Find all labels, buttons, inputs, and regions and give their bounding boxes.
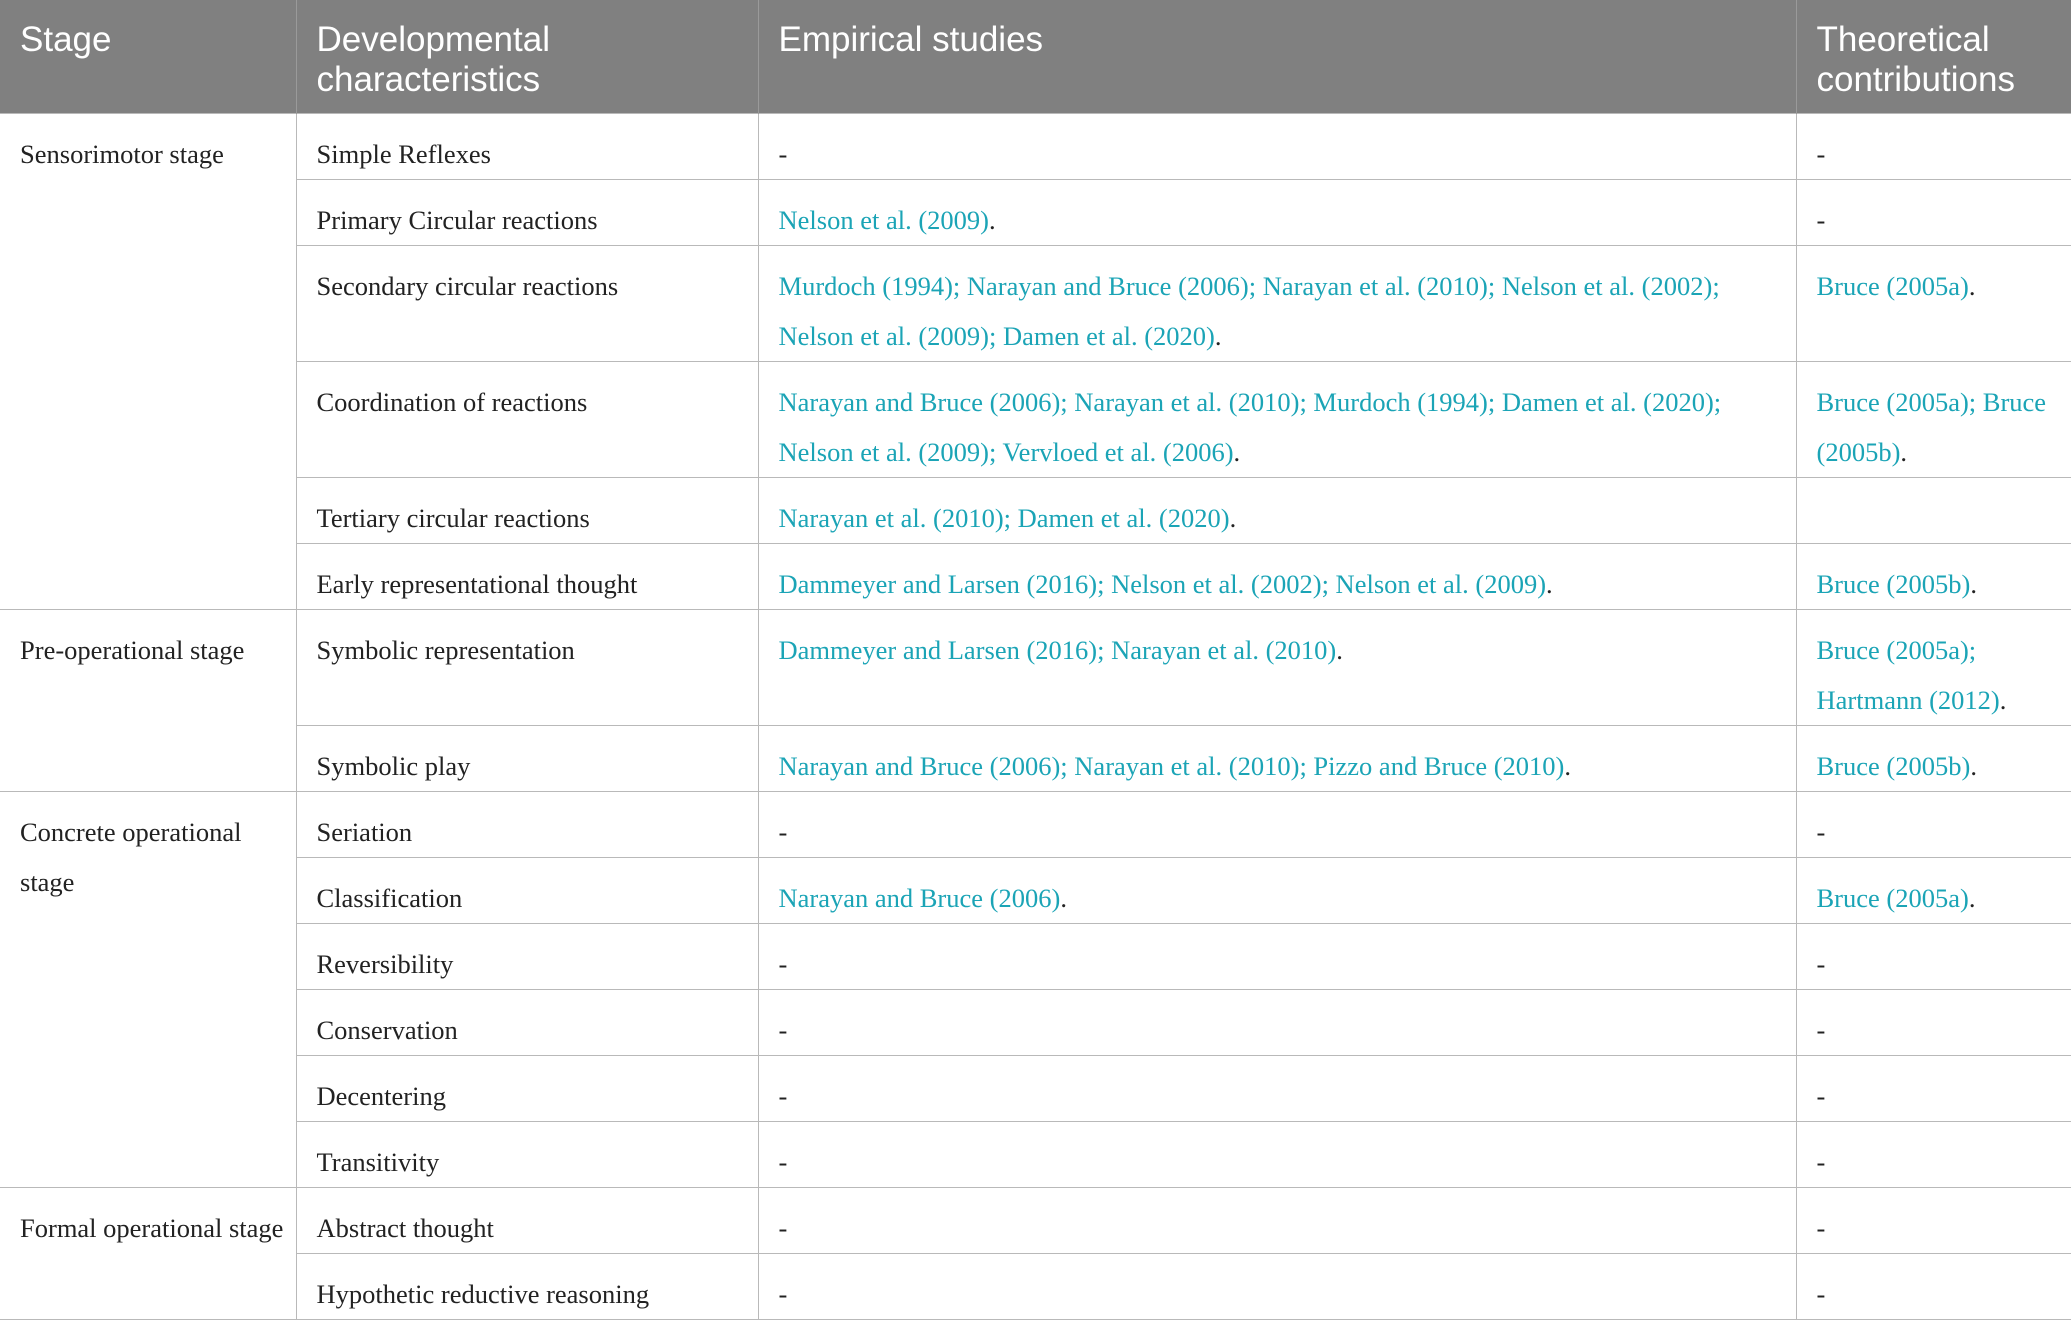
characteristic-cell: Abstract thought [296,1187,758,1253]
citation-link[interactable]: Bruce (2005a) [1816,270,1969,301]
table-row [0,361,2071,477]
theoretical-cell [1796,857,2071,923]
table-row [0,113,2071,179]
theoretical-cell [1796,477,2071,543]
citation-link[interactable]: Narayan et al. (2010); Damen et al. (2020) [778,502,1230,533]
stage-cell-formal: Formal operational stage [0,1187,296,1319]
empirical-cell [758,725,1796,791]
characteristic-cell: Tertiary circular reactions [296,477,758,543]
header-theoretical-contributions: Theoretical contributions [1796,0,2071,113]
theoretical-cell [1796,923,2071,989]
characteristic-cell: Conservation [296,989,758,1055]
table-row [0,245,2071,361]
empty-dash: - [1816,1014,1826,1045]
empty-dash: - [1816,204,1826,235]
table-row [0,725,2071,791]
characteristic-cell: Primary Circular reactions [296,179,758,245]
header-developmental-characteristics: Developmental characteristics [296,0,758,113]
empirical-cell [758,989,1796,1055]
empty-dash: - [1816,816,1826,847]
table-row [0,477,2071,543]
table-row [0,1253,2071,1319]
table-row [0,1121,2071,1187]
theoretical-cell [1796,245,2071,361]
theoretical-cell [1796,989,2071,1055]
period: . [1968,882,1976,913]
citation-link[interactable]: Bruce (2005b) [1816,568,1971,599]
citation-link[interactable]: Bruce (2005b) [1816,750,1971,781]
empty-dash: - [778,1080,788,1111]
table-row [0,609,2071,725]
period: . [1999,684,2007,715]
empirical-cell [758,923,1796,989]
theoretical-cell [1796,1187,2071,1253]
empirical-cell [758,609,1796,725]
empirical-cell [758,791,1796,857]
empirical-cell [758,1121,1796,1187]
citation-link[interactable]: Nelson et al. (2009) [778,204,989,235]
table-row [0,791,2071,857]
header-empirical-studies: Empirical studies [758,0,1796,113]
characteristic-cell: Symbolic representation [296,609,758,725]
theoretical-cell [1796,113,2071,179]
empirical-cell [758,361,1796,477]
citation-link[interactable]: Murdoch (1994); Narayan and Bruce (2006); Narayan et al. (2010); Nelson et al. (2002); Nelson et al. (2009); Damen et al. (2020) [778,270,1720,351]
empty-dash: - [778,1014,788,1045]
period: . [1564,750,1571,781]
citation-link[interactable]: Bruce (2005a) [1816,882,1969,913]
empirical-cell [758,543,1796,609]
empty-dash: - [1816,948,1826,979]
empty-dash: - [1816,1278,1826,1309]
table-row [0,543,2071,609]
empty-dash: - [778,138,788,169]
empty-dash: - [778,1212,788,1243]
empirical-cell [758,477,1796,543]
table-header-row [0,0,2071,113]
citation-link[interactable]: Dammeyer and Larsen (2016); Narayan et al. (2010) [778,634,1337,665]
empirical-cell [758,1187,1796,1253]
stage-cell-preoperational: Pre-operational stage [0,609,296,791]
empirical-cell [758,245,1796,361]
empirical-cell [758,1055,1796,1121]
empty-dash: - [1816,1212,1826,1243]
table-row [0,923,2071,989]
characteristic-cell: Simple Reflexes [296,113,758,179]
citation-link[interactable]: Narayan and Bruce (2006); Narayan et al. (2010); Pizzo and Bruce (2010) [778,750,1565,781]
table-row [0,989,2071,1055]
period: . [1214,320,1222,351]
characteristic-cell: Secondary circular reactions [296,245,758,361]
characteristic-cell: Decentering [296,1055,758,1121]
theoretical-cell [1796,179,2071,245]
characteristic-cell: Seriation [296,791,758,857]
characteristic-cell: Transitivity [296,1121,758,1187]
characteristic-cell: Early representational thought [296,543,758,609]
theoretical-cell [1796,361,2071,477]
theoretical-cell [1796,543,2071,609]
citation-link[interactable]: Bruce (2005a); Hartmann (2012) [1816,634,2000,715]
theoretical-cell [1796,725,2071,791]
period: . [1970,750,1977,781]
citation-link[interactable]: Dammeyer and Larsen (2016); Nelson et al. (2002); Nelson et al. (2009) [778,568,1547,599]
theoretical-cell [1796,791,2071,857]
period: . [1229,502,1237,533]
period: . [1900,436,1908,467]
empty-dash: - [778,1146,788,1177]
theoretical-cell [1796,1055,2071,1121]
theoretical-cell [1796,1121,2071,1187]
characteristic-cell: Reversibility [296,923,758,989]
characteristic-cell: Symbolic play [296,725,758,791]
empty-dash: - [778,1278,788,1309]
theoretical-cell [1796,609,2071,725]
table-row [0,179,2071,245]
period: . [1968,270,1976,301]
stage-cell-concrete: Concrete operational stage [0,791,296,1187]
empty-dash: - [1816,138,1826,169]
table-row [0,857,2071,923]
citation-link[interactable]: Narayan and Bruce (2006) [778,882,1061,913]
stage-cell-sensorimotor: Sensorimotor stage [0,113,296,609]
empirical-cell [758,113,1796,179]
characteristic-cell: Hypothetic reductive reasoning [296,1253,758,1319]
characteristic-cell: Coordination of reactions [296,361,758,477]
empirical-cell [758,179,1796,245]
period: . [988,204,996,235]
table-row [0,1187,2071,1253]
theoretical-cell [1796,1253,2071,1319]
empty-dash: - [1816,1146,1826,1177]
citation-link[interactable]: Bruce (2005a); Bruce (2005b) [1816,386,2047,467]
empirical-cell [758,857,1796,923]
period: . [1060,882,1067,913]
table-row [0,1055,2071,1121]
empty-dash: - [778,816,788,847]
empirical-cell [758,1253,1796,1319]
period: . [1336,634,1343,665]
period: . [1546,568,1553,599]
period: . [1970,568,1977,599]
empty-dash: - [778,948,788,979]
citation-link[interactable]: Narayan and Bruce (2006); Narayan et al. (2010); Murdoch (1994); Damen et al. (2020); Nelson et al. (2009); Vervloed et al. (2006) [778,386,1722,467]
period: . [1233,436,1241,467]
characteristic-cell: Classification [296,857,758,923]
empty-dash: - [1816,1080,1826,1111]
header-stage: Stage [0,0,296,113]
